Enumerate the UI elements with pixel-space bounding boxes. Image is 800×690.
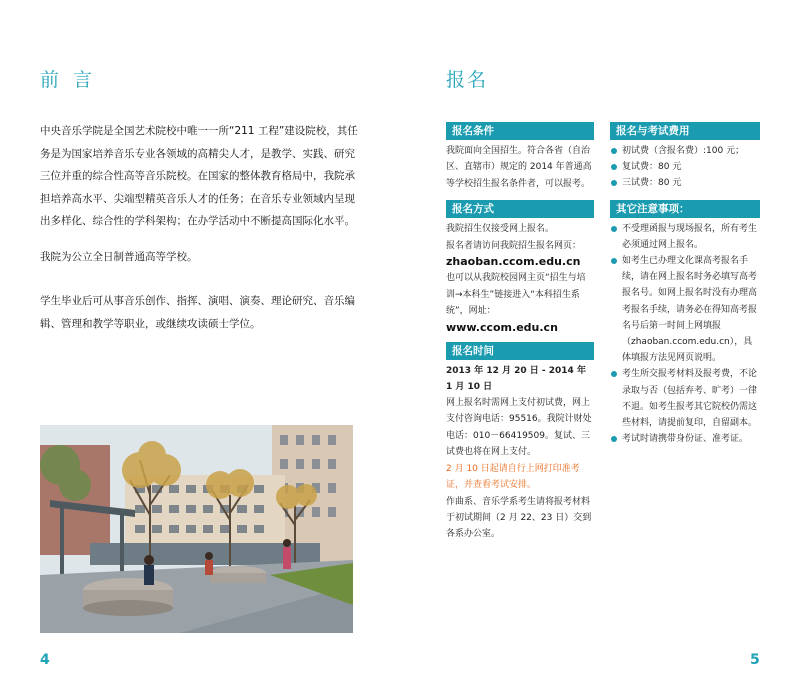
career-paragraph: 学生毕业后可从事音乐创作、指挥、演唱、演奏、理论研究、音乐编辑、管理和教学等职业，或继续攻读硕士学位。 [40,295,355,330]
bullet-icon [611,436,617,442]
fees-list [610,143,760,192]
bullet-icon [611,258,617,264]
time-header: 报名时间 [446,342,594,360]
time-materials-text: 作曲系、音乐学系考生请将报考材料于初试期间（2 月 22、23 日）交到各系办公室。 [446,496,592,540]
notes-list [610,221,760,448]
list-item: 考试时请携带身份证、准考证。 [610,431,760,447]
registration-column-left [446,122,594,543]
time-admission-ticket-text: 2 月 10 日起请自行上网打印准考证，并查看考试安排。 [446,463,580,491]
right-page [400,0,800,690]
preface-title: 前 言 [40,69,97,91]
list-item: 考生所交报考材料及报考费，不论录取与否（包括弃考、旷考）一律不退。如考生报考其它院校仍需这些材料，请提前复印，自留副本。 [610,366,760,431]
campus-photo [40,425,353,633]
registration-column-right [610,122,760,447]
intro-paragraph: 中央音乐学院是全国艺术院校中唯一一所“211 工程”建设院校，其任务是为国家培养音乐专业各领域的高精尖人才，是教学、实践、研究三位并重的综合性高等音乐院校。在国家的整体教育格局中，我院承担培养高水平、尖端型精英音乐人才的任务；在音乐专业领域内呈现出多样化、综合性的学科架构；在办学活动中不断提高国际化水平。 [40,125,358,227]
list-item: 不受理函报与现场报名，所有考生必须通过网上报名。 [610,221,760,253]
list-item: 复试费：80 元 [610,159,760,175]
bullet-icon [611,180,617,186]
method-line-online-only: 我院招生仅接受网上报名。 [446,224,555,235]
fees-header: 报名与考试费用 [610,122,760,140]
conditions-text: 我院面向全国招生。符合各省（自治区、直辖市）规定的 2014 年普通高等学校招生报名条件者，可以报考。 [446,146,592,189]
registration-url[interactable]: zhaoban.ccom.edu.cn [446,255,581,269]
conditions-header: 报名条件 [446,122,594,140]
page-number-left: 4 [40,652,50,668]
page-number-right: 5 [750,652,760,668]
method-section [446,221,594,336]
registration-date-range: 2013 年 12 月 20 日 - 2014 年 1 月 10 日 [446,366,586,393]
notes-header: 其它注意事项： [610,200,760,218]
method-line-campus: 也可以从我院校园网主页“招生与培训→本科生”链接进入“本科招生系统”，网址： [446,273,586,317]
bullet-icon [611,164,617,170]
bullet-icon [611,148,617,154]
list-item: 如考生已办理文化课高考报名手续，请在网上报名时务必填写高考报名号。如网上报名时没有办理高考报名手续，请务必在得知高考报名号后第一时间上网填报（zhaoban.ccom.edu.cn），具体填报方法见网页说明。 [610,253,760,366]
campus-url[interactable]: www.ccom.edu.cn [446,320,558,334]
registration-title: 报名 [446,69,489,91]
time-payment-text: 网上报名时需网上支付初试费，网上支付咨询电话：95516。我院计财处电话：010－66419509。复试、三试费也将在网上支付。 [446,398,592,458]
campus-photo-illustration [40,425,353,633]
time-section [446,363,594,543]
bullet-icon [611,226,617,232]
method-header: 报名方式 [446,200,594,218]
method-line-visit: 报名者请访问我院招生报名网页： [446,240,582,251]
public-school-paragraph: 我院为公立全日制普通高等学校。 [40,251,198,263]
list-item: 三试费：80 元 [610,175,760,191]
list-item: 初试费（含报名费）:100 元； [610,143,760,159]
bullet-icon [611,371,617,377]
